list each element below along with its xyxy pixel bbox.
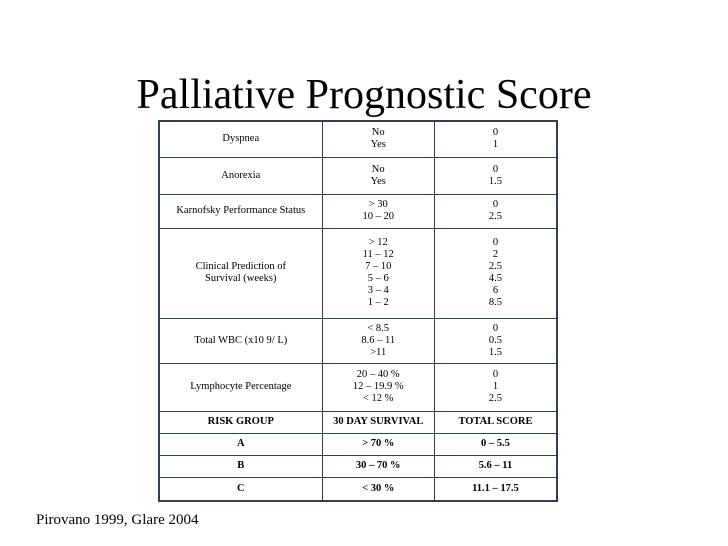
factor-scores-cell <box>434 318 557 363</box>
factor-level: < 8.5 <box>367 322 390 334</box>
factor-name: Lymphocyte Percentage <box>190 381 292 392</box>
factor-row-lymphocyte <box>159 363 557 411</box>
factor-score: 0 <box>492 127 499 139</box>
factor-name-cell <box>159 228 322 318</box>
factor-scores-cell <box>434 228 557 318</box>
factor-scores-cell <box>434 363 557 411</box>
factor-name: Anorexia <box>221 169 261 181</box>
factor-level: 12 – 19.9 % <box>352 381 404 392</box>
factor-level: No <box>371 163 385 175</box>
factor-score: 1.5 <box>488 175 503 187</box>
factor-levels-cell <box>322 194 434 228</box>
factor-score: 2.5 <box>488 211 503 222</box>
factor-level: No <box>371 127 385 139</box>
factor-level: 7 – 10 <box>365 261 392 272</box>
factor-level: Yes <box>370 175 386 187</box>
factor-level: 10 – 20 <box>362 211 394 222</box>
risk-group-cell: B <box>159 455 322 477</box>
factor-name-cell <box>159 194 322 228</box>
factor-row-karnofsky <box>159 194 557 228</box>
factor-score: 2.5 <box>488 261 503 272</box>
total-score-cell: 0 – 5.5 <box>434 433 557 455</box>
factor-row-clinical-prediction <box>159 228 557 318</box>
factor-name: Survival (weeks) <box>205 273 277 284</box>
factor-score: 1.5 <box>488 346 503 358</box>
factor-score: 8.5 <box>488 297 503 308</box>
factor-level: 5 – 6 <box>367 273 389 284</box>
prognostic-score-table <box>158 120 558 502</box>
risk-row-a <box>159 433 557 455</box>
factor-name-cell <box>159 121 322 157</box>
factor-level: > 12 <box>368 237 388 248</box>
factor-scores-cell <box>434 194 557 228</box>
factor-level: >11 <box>370 346 387 358</box>
factor-score: 0 <box>492 237 499 248</box>
risk-header-cell: TOTAL SCORE <box>434 411 557 433</box>
factor-scores-cell <box>434 121 557 157</box>
factor-name: Clinical Prediction of <box>195 261 286 272</box>
factor-score: 2.5 <box>488 393 503 404</box>
survival-cell: > 70 % <box>322 433 434 455</box>
factor-row-total-wbc <box>159 318 557 363</box>
factor-levels-cell <box>322 157 434 194</box>
factor-levels-cell <box>322 363 434 411</box>
risk-group-cell: A <box>159 433 322 455</box>
risk-row-c <box>159 477 557 501</box>
citation: Pirovano 1999, Glare 2004 <box>36 512 199 528</box>
survival-cell: 30 – 70 % <box>322 455 434 477</box>
factor-level: Yes <box>370 139 386 151</box>
factor-name-cell <box>159 318 322 363</box>
total-score-cell: 5.6 – 11 <box>434 455 557 477</box>
factor-name: Dyspnea <box>222 133 260 145</box>
factor-level: < 12 % <box>363 393 394 404</box>
risk-header-cell: RISK GROUP <box>159 411 322 433</box>
factor-level: 11 – 12 <box>362 249 394 260</box>
factor-level: 3 – 4 <box>367 285 389 296</box>
risk-header-row <box>159 411 557 433</box>
factor-name: Karnofsky Performance Status <box>176 205 306 216</box>
factor-scores-cell <box>434 157 557 194</box>
survival-cell: < 30 % <box>322 477 434 501</box>
total-score-cell: 11.1 – 17.5 <box>434 477 557 501</box>
factor-levels-cell <box>322 121 434 157</box>
risk-header-cell: 30 DAY SURVIVAL <box>322 411 434 433</box>
factor-row-anorexia <box>159 157 557 194</box>
factor-score: 1 <box>492 139 499 151</box>
factor-score: 0 <box>492 199 499 210</box>
factor-score: 0 <box>492 369 499 380</box>
factor-score: 0.5 <box>488 334 503 346</box>
factor-score: 0 <box>492 322 499 334</box>
factor-level: 20 – 40 % <box>356 369 400 380</box>
factor-name-cell <box>159 157 322 194</box>
factor-score: 2 <box>492 249 499 260</box>
factor-score: 4.5 <box>488 273 503 284</box>
factor-score: 6 <box>492 285 499 296</box>
factor-levels-cell <box>322 318 434 363</box>
factor-level: > 30 <box>368 199 388 210</box>
factor-levels-cell <box>322 228 434 318</box>
factor-level: 1 – 2 <box>367 297 389 308</box>
factor-score: 1 <box>492 381 499 392</box>
factor-name: Total WBC (x10 9/ L) <box>194 334 288 346</box>
factor-name-cell <box>159 363 322 411</box>
factor-score: 0 <box>492 163 499 175</box>
slide-title: Palliative Prognostic Score <box>136 72 592 118</box>
risk-group-cell: C <box>159 477 322 501</box>
risk-row-b <box>159 455 557 477</box>
factor-row-dyspnea <box>159 121 557 157</box>
factor-level: 8.6 – 11 <box>361 334 396 346</box>
